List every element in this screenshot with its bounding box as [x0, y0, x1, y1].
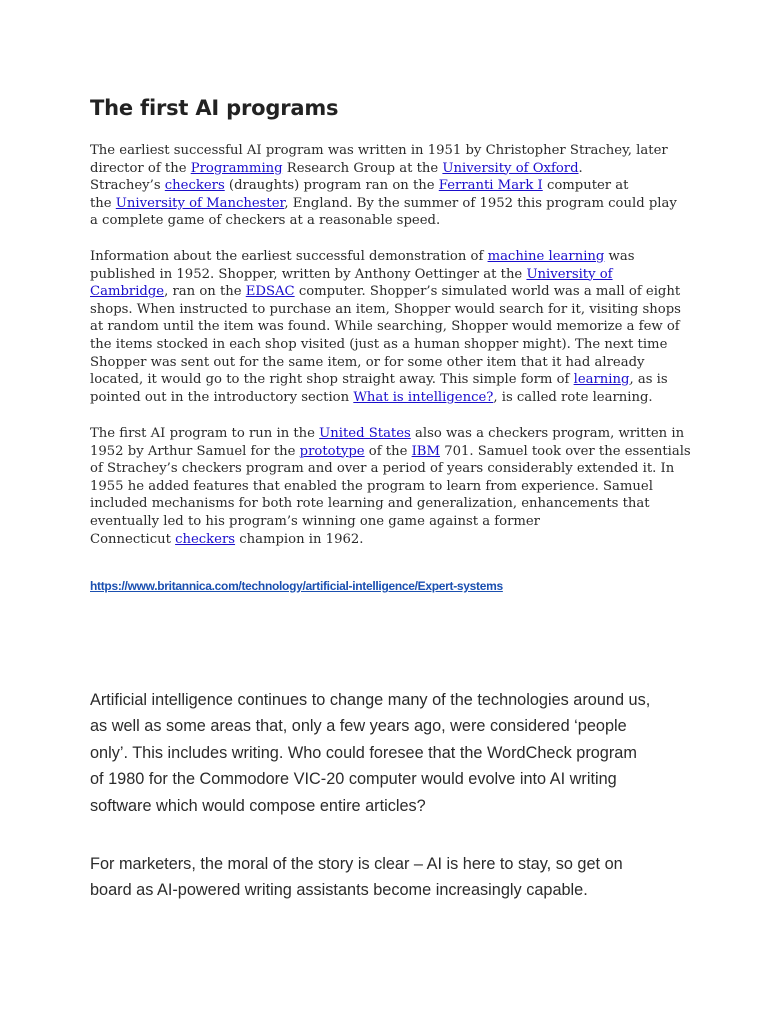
- text: 701. Samuel took over the essentials: [440, 443, 691, 459]
- text: computer at: [542, 178, 629, 194]
- paragraph-marketers: [90, 851, 690, 904]
- link-machine-learning[interactable]: machine learning: [487, 249, 605, 264]
- text: eventually led to his program’s winning one game against a former: [90, 513, 540, 529]
- text: (draughts) program ran on the: [224, 178, 439, 194]
- text: 1952 by Arthur Samuel for the: [90, 443, 300, 459]
- text: Information about the earliest successful demonstration of: [90, 249, 488, 264]
- link-edsac[interactable]: EDSAC: [245, 284, 295, 300]
- text: Shopper was sent out for the same item, or for some other item that it had already: [90, 354, 645, 370]
- link-checkers[interactable]: checkers: [164, 178, 225, 194]
- link-programming[interactable]: Programming: [190, 160, 283, 176]
- text-line: only’. This includes writing. Who could foresee that the WordCheck program: [90, 743, 637, 762]
- text: was: [604, 249, 635, 264]
- text: the items stocked in each shop visited (just as a human shopper might). The next time: [90, 336, 668, 352]
- text: at random until the item was found. While searching, Shopper would memorize a few of: [90, 319, 680, 335]
- text: located, it would go to the right shop straight away. This simple form of: [90, 372, 574, 388]
- text: The first AI program to run in the: [90, 426, 320, 441]
- text-line: For marketers, the moral of the story is clear – AI is here to stay, so get on: [90, 855, 623, 873]
- text: director of the: [90, 160, 191, 176]
- text: champion in 1962.: [235, 531, 364, 547]
- link-united-states[interactable]: United States: [319, 426, 411, 441]
- text: , ran on the: [164, 284, 246, 300]
- paragraph-shopper: [90, 248, 690, 406]
- text: .: [578, 160, 583, 176]
- text: Connecticut: [90, 531, 176, 547]
- text: included mechanisms for both rote learning and generalization, enhancements that: [90, 496, 650, 512]
- paragraph-strachey: [90, 142, 690, 230]
- text-line: as well as some areas that, only a few years ago, were considered ‘people: [90, 717, 627, 736]
- text: shops. When instructed to purchase an item, Shopper would search for it, visiting shops: [90, 301, 681, 317]
- text: published in 1952. Shopper, written by Anthony Oettinger at the: [90, 266, 527, 282]
- text-line: of 1980 for the Commodore VIC-20 computer would evolve into AI writing: [90, 770, 617, 789]
- link-university-of-cambridge[interactable]: University of: [526, 266, 613, 282]
- text: computer. Shopper’s simulated world was a mall of eight: [294, 284, 681, 300]
- paragraph-samuel: [90, 425, 690, 548]
- page-title: The first AI programs: [90, 96, 339, 120]
- text: Research Group at the: [282, 160, 443, 176]
- text: , England. By the summer of 1952 this program could play: [284, 195, 677, 211]
- link-learning[interactable]: learning: [573, 372, 630, 388]
- text: of the: [364, 443, 412, 459]
- link-prototype[interactable]: prototype: [299, 443, 365, 459]
- text: The earliest successful AI program was written in 1951 by Christopher Strachey, later: [90, 143, 668, 158]
- text-line: software which would compose entire articles?: [90, 796, 426, 815]
- link-what-is-intelligence[interactable]: What is intelligence?: [353, 389, 494, 405]
- text: Strachey’s: [90, 178, 165, 194]
- link-university-of-oxford[interactable]: University of Oxford: [442, 160, 579, 176]
- source-link[interactable]: https://www.britannica.com/technology/artificial-intelligence/Expert-systems: [90, 579, 503, 593]
- text: , is called rote learning.: [493, 389, 653, 405]
- text: pointed out in the introductory section: [90, 389, 354, 405]
- text: 1955 he added features that enabled the program to learn from experience. Samuel: [90, 478, 653, 494]
- paragraph-ai-writing: [90, 687, 690, 819]
- text: also was a checkers program, written in: [410, 426, 685, 441]
- text: , as is: [629, 372, 668, 388]
- text: the: [90, 195, 116, 211]
- text: of Strachey’s checkers program and over a period of years considerably extended it. In: [90, 461, 675, 477]
- link-university-of-manchester[interactable]: University of Manchester: [115, 195, 285, 211]
- link-ibm[interactable]: IBM: [411, 443, 440, 459]
- link-cambridge[interactable]: Cambridge: [90, 284, 165, 300]
- link-ferranti-mark-i[interactable]: Ferranti Mark I: [438, 178, 543, 194]
- text: a complete game of checkers at a reasonable speed.: [90, 213, 441, 229]
- text-line: Artificial intelligence continues to change many of the technologies around us,: [90, 691, 651, 709]
- link-checkers-2[interactable]: checkers: [175, 531, 236, 547]
- text-line: board as AI-powered writing assistants become increasingly capable.: [90, 881, 588, 900]
